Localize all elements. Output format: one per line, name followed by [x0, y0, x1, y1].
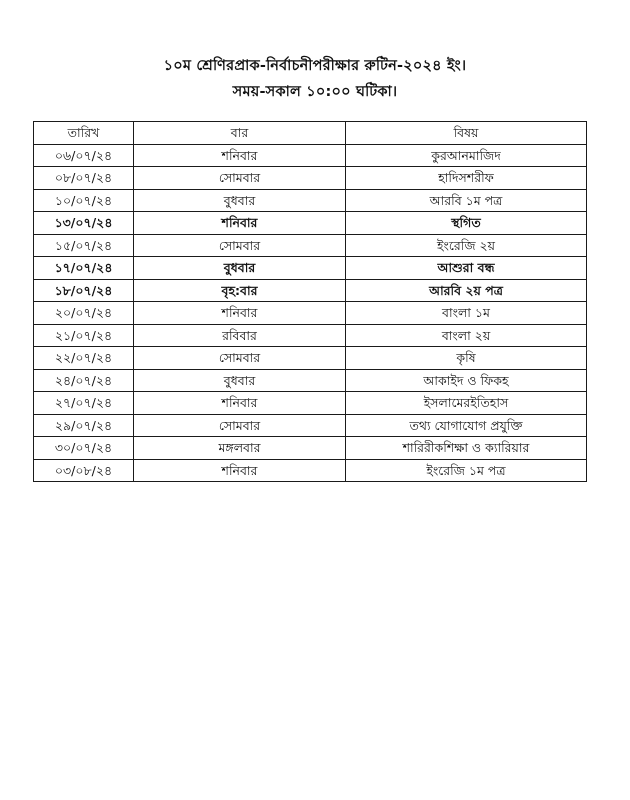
- subject-cell: হাদিসশরীফ: [346, 167, 587, 190]
- table-row: [34, 144, 587, 167]
- date-cell: ১০/০৭/২৪: [34, 189, 134, 212]
- table-row: [34, 414, 587, 437]
- subject-cell: ইংরেজি ১ম পত্র: [346, 459, 587, 482]
- page-title: ১০ম শ্রেণিরপ্রাক-নির্বাচনীপরীক্ষার রুটিন-২০২৪ ইং।: [163, 58, 467, 74]
- table-row: [34, 459, 587, 482]
- date-cell: ১৮/০৭/২৪: [34, 279, 134, 302]
- date-cell: ১৫/০৭/২৪: [34, 234, 134, 257]
- table-row: [34, 234, 587, 257]
- subject-cell: আকাইদ ও ফিকহ: [346, 369, 587, 392]
- day-cell: সোমবার: [134, 347, 346, 370]
- header-subject: বিষয়: [346, 122, 587, 145]
- table-row: [34, 167, 587, 190]
- table-header-row: [34, 122, 587, 145]
- date-cell: ৩০/০৭/২৪: [34, 437, 134, 460]
- subject-cell: বাংলা ১ম: [346, 302, 587, 325]
- day-cell: বুধবার: [134, 257, 346, 280]
- day-cell: সোমবার: [134, 414, 346, 437]
- date-cell: ২১/০৭/২৪: [34, 324, 134, 347]
- date-cell: ২৭/০৭/২৪: [34, 392, 134, 415]
- table-row: [34, 279, 587, 302]
- subject-cell: ইংরেজি ২য়: [346, 234, 587, 257]
- day-cell: শনিবার: [134, 144, 346, 167]
- date-cell: ২৯/০৭/২৪: [34, 414, 134, 437]
- table-row: [34, 347, 587, 370]
- header-day: বার: [134, 122, 346, 145]
- table-row: [34, 302, 587, 325]
- day-cell: রবিবার: [134, 324, 346, 347]
- subject-cell: ইসলামেরইতিহাস: [346, 392, 587, 415]
- table-row: [34, 437, 587, 460]
- day-cell: সোমবার: [134, 234, 346, 257]
- table-row: [34, 257, 587, 280]
- subject-cell: তথ্য যোগাযোগ প্রযুক্তি: [346, 414, 587, 437]
- date-cell: ২৪/০৭/২৪: [34, 369, 134, 392]
- day-cell: শনিবার: [134, 392, 346, 415]
- subject-cell: শারিরীকশিক্ষা ও ক্যারিয়ার: [346, 437, 587, 460]
- date-cell: ১৩/০৭/২৪: [34, 212, 134, 235]
- table-body: [34, 144, 587, 482]
- day-cell: শনিবার: [134, 302, 346, 325]
- date-cell: ২২/০৭/২৪: [34, 347, 134, 370]
- day-cell: বুধবার: [134, 189, 346, 212]
- subject-cell: কুরআনমাজিদ: [346, 144, 587, 167]
- exam-time: সময়-সকাল ১০:০০ ঘটিকা।: [232, 84, 398, 100]
- subject-cell: বাংলা ২য়: [346, 324, 587, 347]
- subject-cell: আরবি ২য় পত্র: [346, 279, 587, 302]
- day-cell: শনিবার: [134, 212, 346, 235]
- table-row: [34, 392, 587, 415]
- day-cell: শনিবার: [134, 459, 346, 482]
- header-date: তারিখ: [34, 122, 134, 145]
- date-cell: ০৩/০৮/২৪: [34, 459, 134, 482]
- subject-cell: কৃষি: [346, 347, 587, 370]
- subject-cell: আশুরা বন্ধ: [346, 257, 587, 280]
- day-cell: বুধবার: [134, 369, 346, 392]
- date-cell: ১৭/০৭/২৪: [34, 257, 134, 280]
- date-cell: ২০/০৭/২৪: [34, 302, 134, 325]
- day-cell: মঙ্গলবার: [134, 437, 346, 460]
- date-cell: ০৬/০৭/২৪: [34, 144, 134, 167]
- table-row: [34, 369, 587, 392]
- day-cell: সোমবার: [134, 167, 346, 190]
- date-cell: ০৮/০৭/২৪: [34, 167, 134, 190]
- table-row: [34, 212, 587, 235]
- routine-table: [33, 121, 587, 482]
- day-cell: বৃহ:বার: [134, 279, 346, 302]
- subject-cell: স্থগিত: [346, 212, 587, 235]
- subject-cell: আরবি ১ম পত্র: [346, 189, 587, 212]
- table-row: [34, 189, 587, 212]
- table-row: [34, 324, 587, 347]
